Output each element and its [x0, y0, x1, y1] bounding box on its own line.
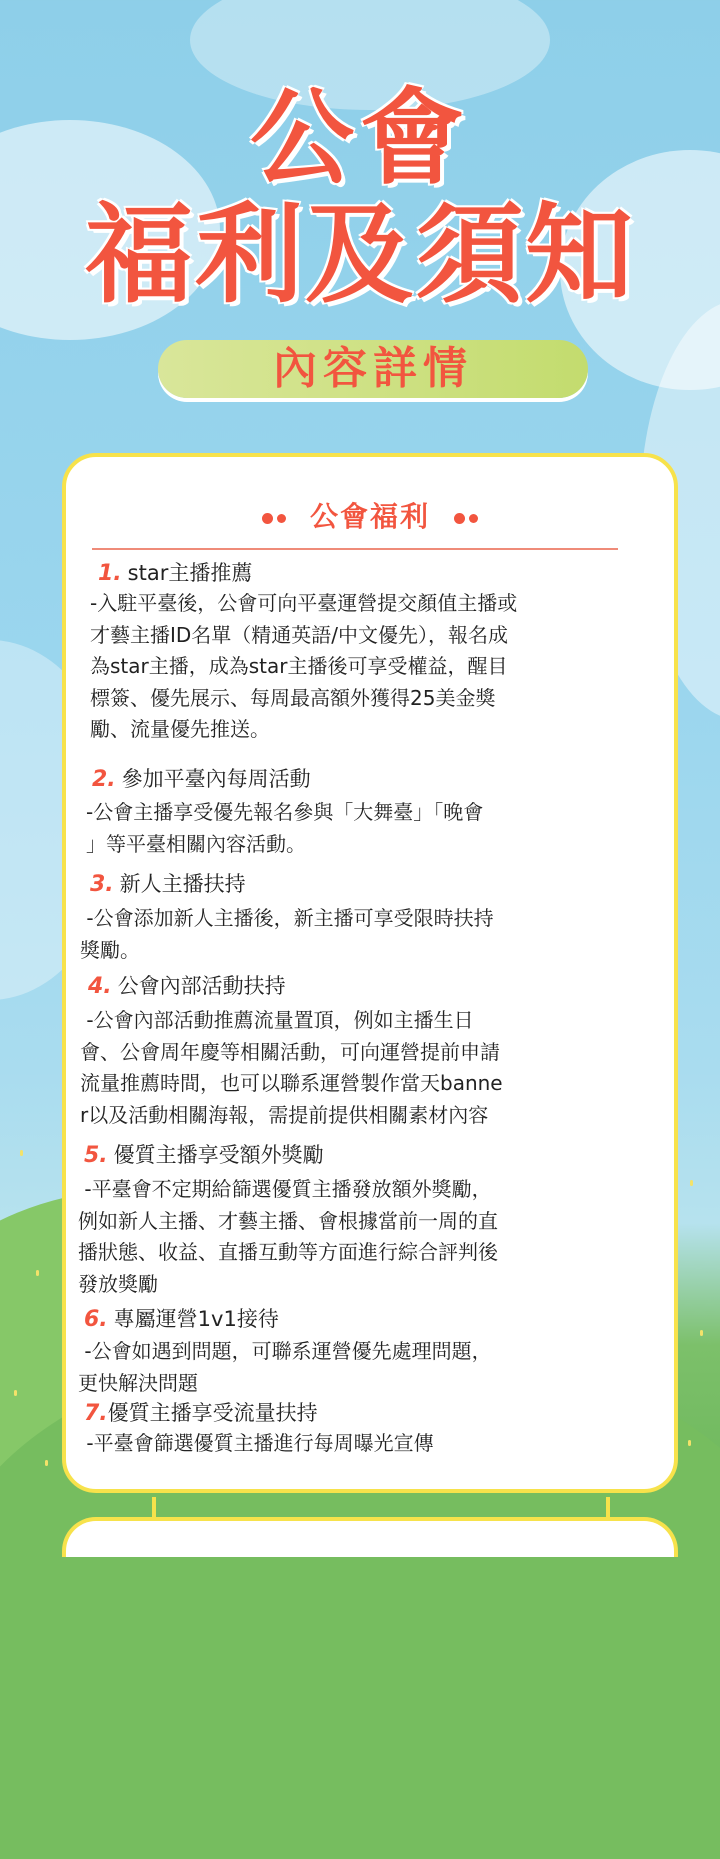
benefit-title: [90, 869, 246, 900]
benefit-title: [92, 764, 311, 795]
text-line: 標簽、優先展示、每周最高額外獲得25美金獎: [90, 685, 496, 710]
benefit-text: [78, 1336, 492, 1399]
text-line: -公會如遇到問題，可聯系運營優先處理問題，: [78, 1339, 492, 1363]
text-line: 播狀態、收益、直播互動等方面進行綜合評判後: [78, 1240, 498, 1264]
text-line: r以及活動相關海報，需提前提供相關素材內容: [80, 1102, 489, 1127]
flower-speck: [36, 1270, 39, 1276]
benefit-text: [86, 797, 483, 860]
text-line: -平臺會篩選優質主播進行每周曝光宣傳: [80, 1431, 434, 1455]
section-heading: [62, 495, 678, 535]
benefit-number: 3.: [90, 872, 114, 897]
flower-speck: [20, 1150, 23, 1156]
benefit-title: [84, 1304, 279, 1335]
page-title-line-2: 福利及須知: [84, 193, 635, 318]
text-line: -公會添加新人主播後，新主播可享受限時扶持: [80, 906, 494, 930]
benefit-title-text: 參加平臺內每周活動: [121, 767, 311, 791]
benefit-title-text: 優質主播享受流量扶持: [107, 1401, 318, 1425]
text-line: -入駐平臺後，公會可向平臺運營提交顏值主播或: [90, 591, 518, 615]
benefit-title-text: 專屬運營1v1接待: [113, 1307, 279, 1331]
next-card: [62, 1517, 678, 1557]
benefit-text: [80, 1428, 434, 1460]
benefit-text: [78, 1174, 498, 1300]
dot-icon: [469, 514, 478, 523]
text-line: 更快解決問題: [78, 1370, 198, 1395]
text-line: 流量推薦時間，也可以聯系運營製作當天banne: [80, 1071, 503, 1095]
benefit-number: 5.: [84, 1143, 108, 1168]
benefit-title: [98, 558, 252, 589]
dot-icon: [262, 513, 273, 524]
flower-speck: [688, 1440, 691, 1446]
dot-icon: [454, 513, 465, 524]
benefit-text: [90, 588, 517, 746]
benefit-number: 1.: [98, 561, 122, 586]
subtitle-text: 內容詳情: [273, 343, 473, 394]
benefit-text: [80, 903, 494, 966]
benefit-title: [84, 1140, 324, 1171]
benefit-number: 4.: [88, 974, 112, 999]
subtitle-badge: [158, 340, 588, 398]
benefit-title: [84, 1398, 318, 1429]
dot-icon: [277, 514, 286, 523]
text-line: 會、公會周年慶等相關活動，可向運營提前申請: [80, 1039, 500, 1064]
text-line: -平臺會不定期給篩選優質主播發放額外獎勵，: [78, 1177, 492, 1201]
text-line: -公會主播享受優先報名參與「大舞臺」「晚會: [86, 800, 484, 824]
text-line: 發放獎勵: [78, 1271, 158, 1296]
text-line: 例如新人主播、才藝主播、會根據當前一周的直: [78, 1208, 498, 1233]
benefit-title-text: 優質主播享受額外獎勵: [113, 1143, 324, 1167]
text-line: -公會內部活動推薦流量置頂，例如主播生日: [80, 1008, 474, 1032]
text-line: 為star主播，成為star主播後可享受權益，醒目: [90, 654, 508, 678]
card-connector: [152, 1497, 156, 1517]
section-divider: [92, 548, 618, 550]
flower-speck: [14, 1390, 17, 1396]
card-connector: [606, 1497, 610, 1517]
benefit-title-text: star主播推薦: [127, 561, 253, 585]
benefit-number: 6.: [84, 1307, 108, 1332]
benefit-title-text: 新人主播扶持: [119, 872, 246, 896]
text-line: 」等平臺相關內容活動。: [86, 831, 306, 856]
text-line: 獎勵。: [80, 937, 140, 962]
flower-speck: [690, 1180, 693, 1186]
benefit-title-text: 公會內部活動扶持: [117, 974, 286, 998]
benefit-number: 7.: [84, 1401, 108, 1426]
text-line: 勵、流量優先推送。: [90, 717, 270, 741]
section-heading-text: 公會福利: [309, 500, 430, 533]
benefit-title: [88, 971, 286, 1002]
benefit-text: [80, 1005, 503, 1131]
flower-speck: [700, 1330, 703, 1336]
text-line: 才藝主播ID名單（精通英語/中文優先），報名成: [90, 622, 509, 647]
benefit-number: 2.: [92, 767, 116, 792]
flower-speck: [45, 1460, 48, 1466]
page-title-line-1: 公會: [249, 77, 470, 199]
